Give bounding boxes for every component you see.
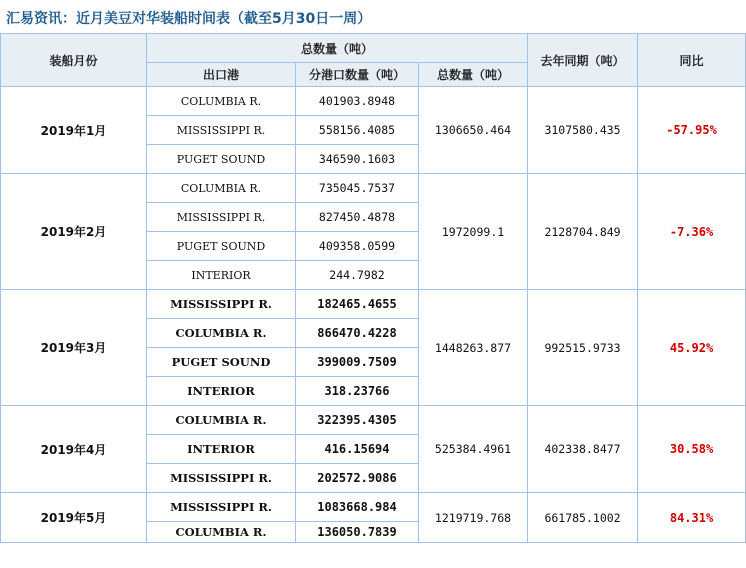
port-cell: INTERIOR — [147, 377, 296, 406]
header-last-year: 去年同期（吨） — [528, 34, 638, 87]
port-cell: MISSISSIPPI R. — [147, 493, 296, 522]
port-cell: MISSISSIPPI R. — [147, 116, 296, 145]
port-cell: INTERIOR — [147, 435, 296, 464]
yoy-cell: 84.31% — [638, 493, 746, 543]
port-cell: COLUMBIA R. — [147, 406, 296, 435]
port-qty-cell: 558156.4085 — [296, 116, 419, 145]
month-cell: 2019年2月 — [1, 174, 147, 290]
month-cell: 2019年4月 — [1, 406, 147, 493]
port-qty-cell: 318.23766 — [296, 377, 419, 406]
total-cell: 525384.4961 — [419, 406, 528, 493]
total-cell: 1306650.464 — [419, 87, 528, 174]
last-year-cell: 402338.8477 — [528, 406, 638, 493]
port-cell: PUGET SOUND — [147, 145, 296, 174]
port-qty-cell: 244.7982 — [296, 261, 419, 290]
port-cell: PUGET SOUND — [147, 348, 296, 377]
total-cell: 1972099.1 — [419, 174, 528, 290]
port-cell: MISSISSIPPI R. — [147, 464, 296, 493]
header-total-group: 总数量（吨） — [147, 34, 528, 63]
port-cell: COLUMBIA R. — [147, 87, 296, 116]
yoy-cell: -57.95% — [638, 87, 746, 174]
shipment-table — [0, 33, 746, 543]
port-qty-cell: 735045.7537 — [296, 174, 419, 203]
port-cell: MISSISSIPPI R. — [147, 290, 296, 319]
port-cell: COLUMBIA R. — [147, 319, 296, 348]
port-qty-cell: 136050.7839 — [296, 522, 419, 543]
table-row — [1, 406, 746, 435]
port-qty-cell: 416.15694 — [296, 435, 419, 464]
last-year-cell: 3107580.435 — [528, 87, 638, 174]
port-qty-cell: 346590.1603 — [296, 145, 419, 174]
port-qty-cell: 1083668.984 — [296, 493, 419, 522]
yoy-cell: -7.36% — [638, 174, 746, 290]
port-qty-cell: 827450.4878 — [296, 203, 419, 232]
port-qty-cell: 202572.9086 — [296, 464, 419, 493]
page-title: 汇易资讯：近月美豆对华装船时间表（截至5月30日一周） — [6, 11, 372, 27]
port-cell: MISSISSIPPI R. — [147, 203, 296, 232]
last-year-cell: 2128704.849 — [528, 174, 638, 290]
port-cell: COLUMBIA R. — [147, 522, 296, 543]
header-row-1 — [1, 34, 746, 63]
port-cell: COLUMBIA R. — [147, 174, 296, 203]
total-cell: 1448263.877 — [419, 290, 528, 406]
last-year-cell: 992515.9733 — [528, 290, 638, 406]
table-row — [1, 493, 746, 522]
port-cell: PUGET SOUND — [147, 232, 296, 261]
header-port-qty: 分港口数量（吨） — [296, 63, 419, 87]
yoy-cell: 30.58% — [638, 406, 746, 493]
header-month: 装船月份 — [1, 34, 147, 87]
month-cell: 2019年5月 — [1, 493, 147, 543]
header-total: 总数量（吨） — [419, 63, 528, 87]
table-row — [1, 87, 746, 116]
port-qty-cell: 182465.4655 — [296, 290, 419, 319]
header-yoy: 同比 — [638, 34, 746, 87]
port-qty-cell: 409358.0599 — [296, 232, 419, 261]
port-qty-cell: 401903.8948 — [296, 87, 419, 116]
table-row — [1, 290, 746, 319]
total-cell: 1219719.768 — [419, 493, 528, 543]
port-qty-cell: 399009.7509 — [296, 348, 419, 377]
port-qty-cell: 866470.4228 — [296, 319, 419, 348]
header-port: 出口港 — [147, 63, 296, 87]
month-cell: 2019年3月 — [1, 290, 147, 406]
port-qty-cell: 322395.4305 — [296, 406, 419, 435]
table-row — [1, 174, 746, 203]
port-cell: INTERIOR — [147, 261, 296, 290]
month-cell: 2019年1月 — [1, 87, 147, 174]
yoy-cell: 45.92% — [638, 290, 746, 406]
last-year-cell: 661785.1002 — [528, 493, 638, 543]
